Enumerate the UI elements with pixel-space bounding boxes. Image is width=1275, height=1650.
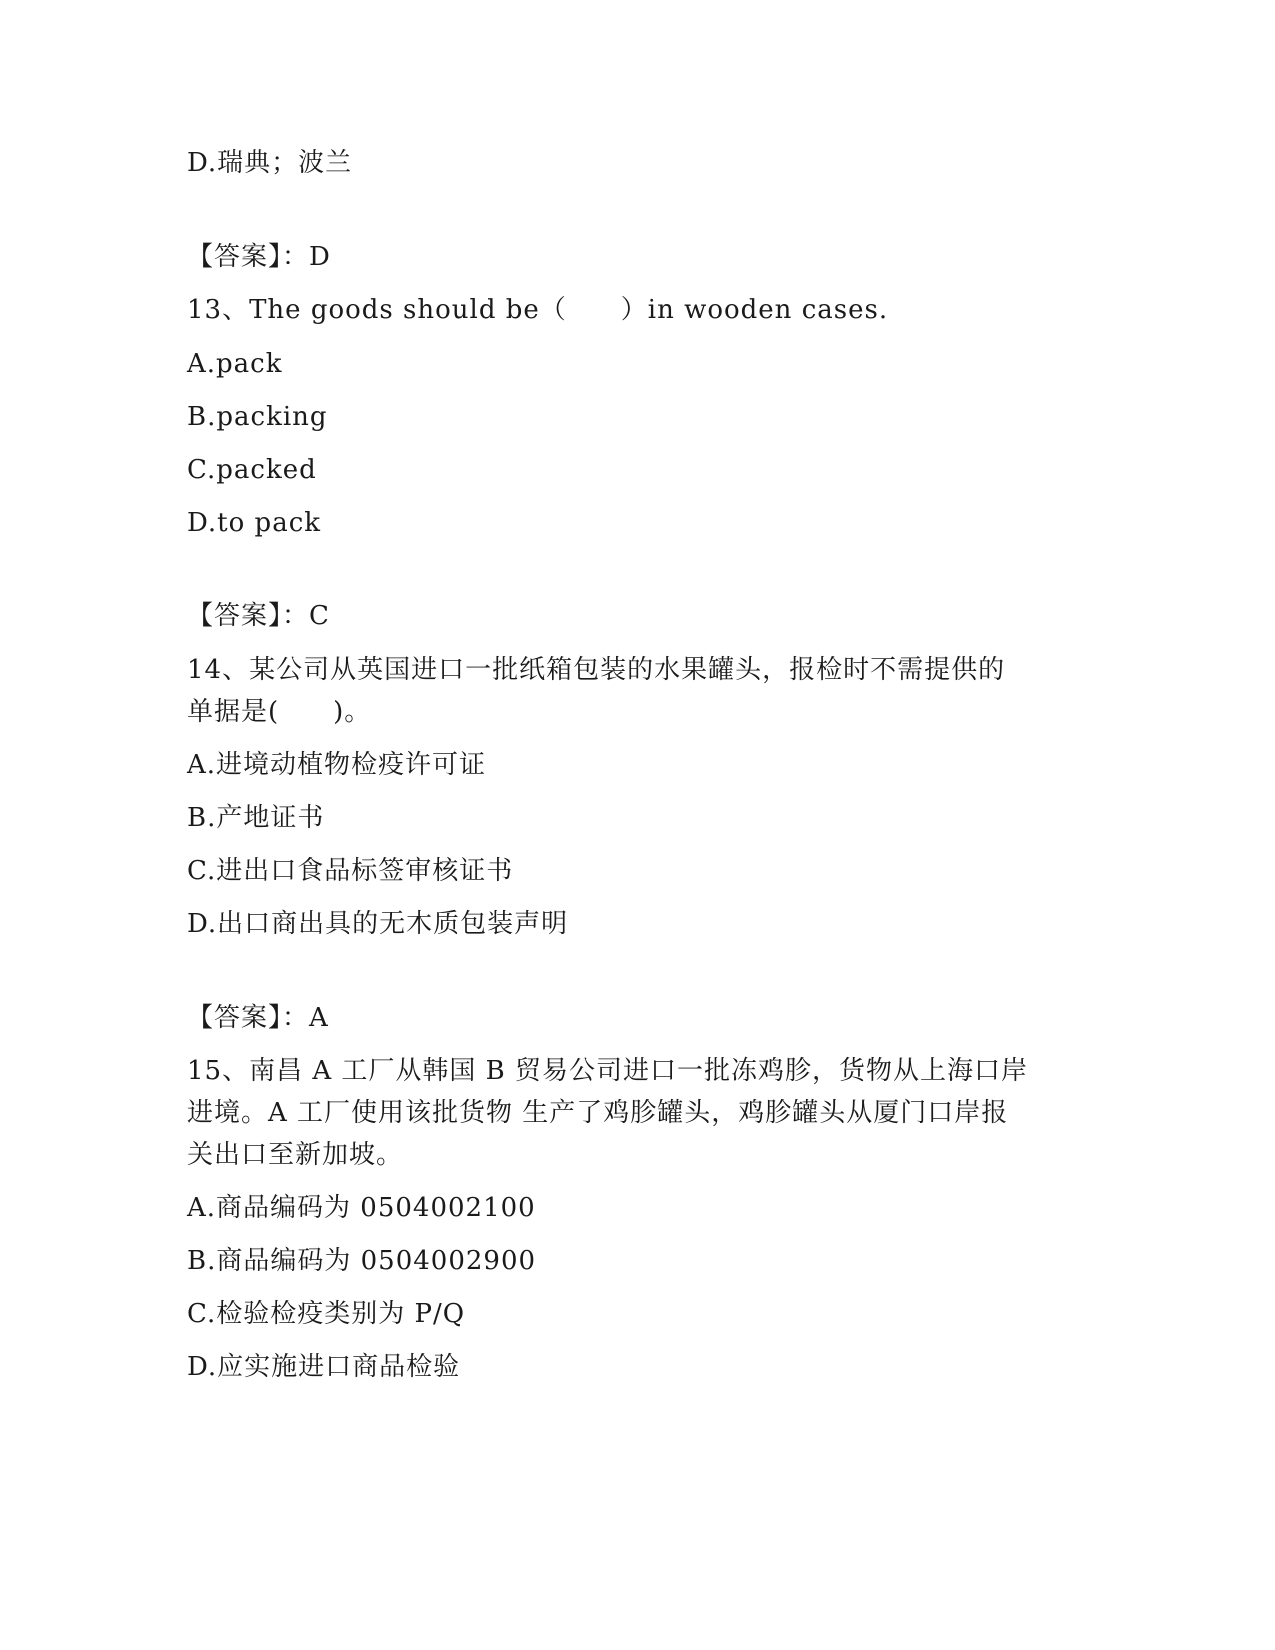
q15-option-d: D.应实施进口商品检验 bbox=[187, 1352, 461, 1382]
q13-option-d: D.to pack bbox=[187, 508, 322, 538]
q15-option-b: B.商品编码为 0504002900 bbox=[187, 1246, 537, 1276]
q12-option-d: D.瑞典；波兰 bbox=[187, 148, 353, 178]
q13-option-b: B.packing bbox=[187, 402, 328, 432]
q13-stem: 13、The goods should be（ ）in wooden cases. bbox=[187, 295, 889, 325]
q15-stem-line2: 进境。A 工厂使用该批货物 生产了鸡胗罐头，鸡胗罐头从厦门口岸报 bbox=[187, 1098, 1009, 1128]
q13-option-a: A.pack bbox=[187, 349, 283, 379]
q13-answer: 【答案】：C bbox=[187, 601, 330, 631]
q15-option-a: A.商品编码为 0504002100 bbox=[187, 1193, 536, 1223]
q15-stem-line1: 15、南昌 A 工厂从韩国 B 贸易公司进口一批冻鸡胗，货物从上海口岸 bbox=[187, 1056, 1029, 1086]
q14-option-a: A.进境动植物检疫许可证 bbox=[187, 750, 487, 780]
q14-stem-line2: 单据是( )。 bbox=[187, 697, 372, 727]
q14-option-c: C.进出口食品标签审核证书 bbox=[187, 856, 514, 886]
q12-answer: 【答案】：D bbox=[187, 242, 331, 272]
q15-option-c: C.检验检疫类别为 P/Q bbox=[187, 1299, 466, 1329]
q14-stem-line1: 14、某公司从英国进口一批纸箱包装的水果罐头，报检时不需提供的 bbox=[187, 655, 1006, 685]
q14-answer: 【答案】：A bbox=[187, 1003, 329, 1033]
q14-option-b: B.产地证书 bbox=[187, 803, 325, 833]
q14-option-d: D.出口商出具的无木质包装声明 bbox=[187, 909, 569, 939]
q15-stem-line3: 关出口至新加坡。 bbox=[187, 1140, 404, 1170]
q13-option-c: C.packed bbox=[187, 455, 317, 485]
